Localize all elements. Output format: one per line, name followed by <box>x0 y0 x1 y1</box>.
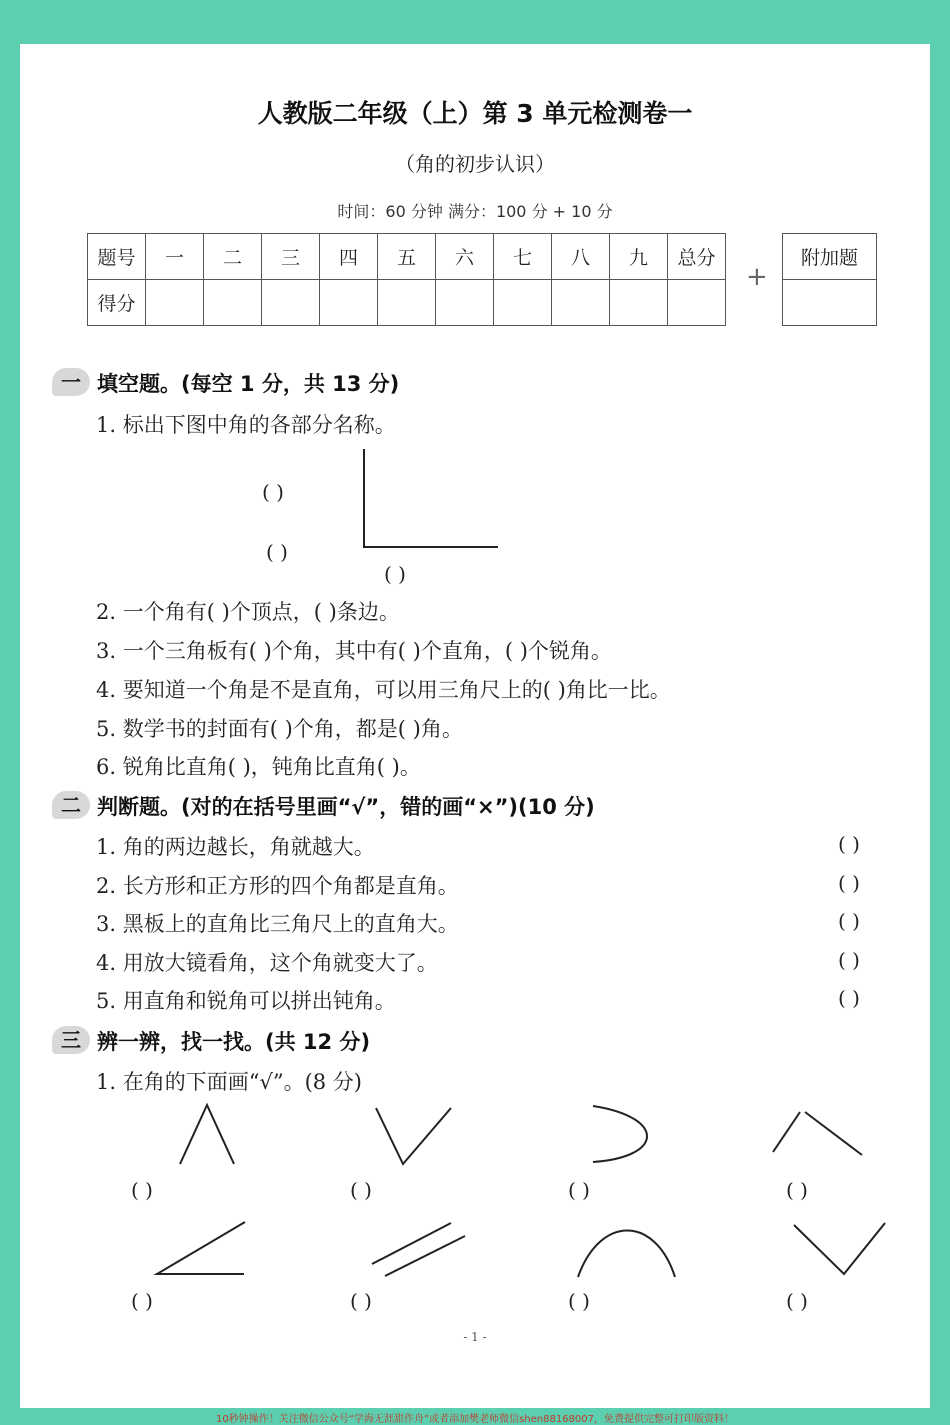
question-3-1: 1. 在角的下面画“√”。(8 分) <box>96 1070 362 1094</box>
shape-answer-5[interactable]: ( ) <box>131 1289 153 1313</box>
score-header-cell: 五 <box>378 234 436 280</box>
section2-title: 判断题。(对的在括号里画“√”，错的画“×”)(10 分) <box>97 795 595 819</box>
question-1-5: 5. 数学书的封面有( )个角，都是( )角。 <box>96 717 463 741</box>
shape-answer-3[interactable]: ( ) <box>568 1178 590 1202</box>
question-1-1: 1. 标出下图中角的各部分名称。 <box>96 413 396 437</box>
figure-blank-top[interactable]: ( ) <box>262 480 284 504</box>
shape-8-wide-v <box>794 1223 885 1274</box>
shape-answer-8[interactable]: ( ) <box>786 1289 808 1313</box>
judge-answer-4[interactable]: ( ) <box>838 948 860 972</box>
score-row-label: 得分 <box>88 280 146 326</box>
section2-badge: 二 <box>52 791 90 819</box>
judge-item-2: 2. 长方形和正方形的四个角都是直角。 <box>96 874 459 898</box>
score-header-cell: 一 <box>146 234 204 280</box>
shape-4-left-ray <box>773 1112 800 1152</box>
shape-1-caret-angle <box>180 1105 234 1164</box>
score-header-cell: 四 <box>320 234 378 280</box>
page-subtitle: （角的初步认识） <box>395 152 555 176</box>
page-title: 人教版二年级（上）第 3 单元检测卷一 <box>257 99 693 128</box>
shape-answer-4[interactable]: ( ) <box>786 1178 808 1202</box>
shape-6-line-a <box>372 1223 451 1264</box>
section3-badge: 三 <box>52 1026 90 1054</box>
shape-3-curve <box>593 1106 647 1162</box>
score-header-cell: 三 <box>262 234 320 280</box>
judge-item-5: 5. 用直角和锐角可以拼出钝角。 <box>96 989 396 1013</box>
judge-answer-5[interactable]: ( ) <box>838 986 860 1010</box>
score-header-cell: 总分 <box>668 234 726 280</box>
judge-item-3: 3. 黑板上的直角比三角尺上的直角大。 <box>96 912 459 936</box>
plus-sign: + <box>746 262 768 292</box>
page-number: - 1 - <box>463 1330 487 1344</box>
judge-answer-2[interactable]: ( ) <box>838 871 860 895</box>
judge-answer-3[interactable]: ( ) <box>838 909 860 933</box>
shape-answer-2[interactable]: ( ) <box>350 1178 372 1202</box>
score-header-cell: 八 <box>552 234 610 280</box>
score-header-cell: 九 <box>610 234 668 280</box>
shape-6-line-b <box>385 1236 465 1276</box>
score-header-cell: 七 <box>494 234 552 280</box>
figure-blank-bottom[interactable]: ( ) <box>384 562 406 586</box>
shape-4-right-ray <box>805 1112 862 1155</box>
section1-badge: 一 <box>52 368 90 396</box>
section1-title: 填空题。(每空 1 分，共 13 分) <box>97 372 400 396</box>
score-header-cell: 六 <box>436 234 494 280</box>
judge-item-4: 4. 用放大镜看角，这个角就变大了。 <box>96 951 438 975</box>
question-1-6: 6. 锐角比直角( )，钝角比直角( )。 <box>96 755 421 779</box>
question-1-4: 4. 要知道一个角是不是直角，可以用三角尺上的( )角比一比。 <box>96 678 671 702</box>
shape-answer-6[interactable]: ( ) <box>350 1289 372 1313</box>
figure-blank-vertex[interactable]: ( ) <box>266 540 288 564</box>
bonus-header-cell: 附加题 <box>783 234 877 280</box>
right-angle-figure <box>364 449 498 547</box>
shape-answer-7[interactable]: ( ) <box>568 1289 590 1313</box>
shape-5-acute-angle <box>157 1222 245 1274</box>
footer-note: 10秒钟操作！关注微信公众号“学海无涯甜作舟”或者添加樊老师微信shen88168007，免费提供完整可打印版资料！ <box>215 1414 735 1425</box>
section3-title: 辨一辨，找一找。(共 12 分) <box>97 1030 371 1054</box>
judge-answer-1[interactable]: ( ) <box>838 832 860 856</box>
shape-answer-1[interactable]: ( ) <box>131 1178 153 1202</box>
shape-2-v-angle <box>376 1108 451 1164</box>
question-1-2: 2. 一个角有( )个顶点，( )条边。 <box>96 600 400 624</box>
judge-item-1: 1. 角的两边越长，角就越大。 <box>96 835 375 859</box>
score-header-cell: 题号 <box>88 234 146 280</box>
shape-7-arc <box>578 1231 675 1278</box>
score-header-cell: 二 <box>204 234 262 280</box>
time-info: 时间：60 分钟 满分：100 分 + 10 分 <box>337 202 613 221</box>
question-1-3: 3. 一个三角板有( )个角，其中有( )个直角，( )个锐角。 <box>96 639 612 663</box>
